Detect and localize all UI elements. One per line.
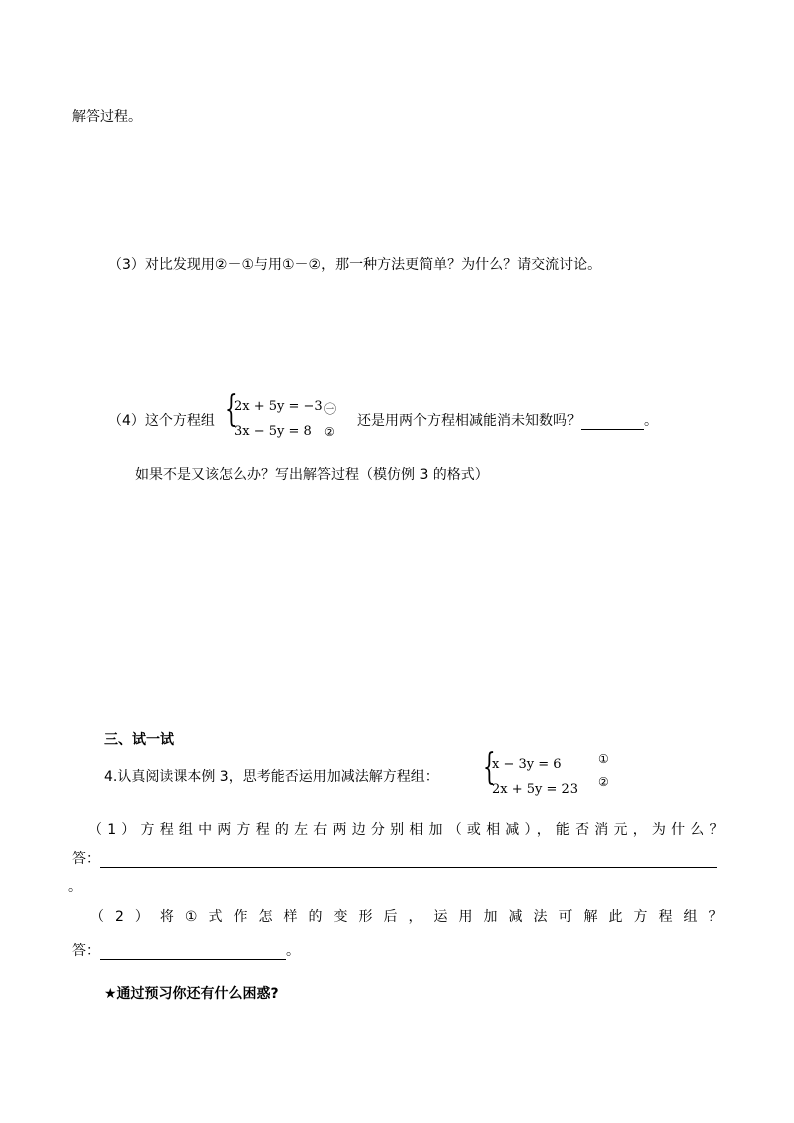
question-4-suffix-text: 还是用两个方程相减能消未知数吗？ [357,413,581,429]
equation-1-mark: ① [598,752,609,766]
question-3: （3）对比发现用②－①与用①－②，那一种方法更简单？为什么？请交流讨论。 [108,257,602,273]
question-4-followup: 如果不是又该怎么办？写出解答过程（模仿例 3 的格式） [135,467,489,483]
intro-tail-text: 解答过程。 [72,109,142,125]
answer-label: 答： [72,943,100,959]
answer-line-2 [72,940,300,960]
answer-line-1 [72,848,717,868]
question-4-prefix: （4）这个方程组 [108,413,215,429]
section-3-title: 三、试一试 [104,732,174,748]
answer-label: 答： [72,851,100,867]
equation-1: x − 3y = 6 [492,757,562,772]
equation-1: 2x + 5y = −3 [234,399,323,414]
equation-2: 2x + 5y = 23 [492,782,579,797]
answer-line-1-end: 。 [68,879,82,895]
left-brace: { [483,747,496,788]
question-4-suffix [357,410,658,430]
answer-blank-1[interactable] [100,853,717,868]
sub-question-2: （2）将①式作怎样的变形后，运用加减法可解此方程组？ [90,909,734,925]
equation-2: 3x − 5y = 8 [234,424,312,439]
item-4-prefix: 4.认真阅读课本例 3，思考能否运用加减法解方程组： [104,769,439,785]
equation-2-mark: ② [598,775,609,789]
confusion-prompt: ★通过预习你还有什么困惑? [104,986,279,1002]
answer-blank-2[interactable] [100,945,286,960]
equation-1-mark: ㊀ [324,402,337,416]
equation-2-mark: ② [324,425,335,439]
left-brace: { [225,389,238,430]
answer-line-2-end: 。 [286,943,300,959]
question-4-end: 。 [644,413,658,429]
answer-blank-q4[interactable] [581,415,644,430]
sub-question-1: （1）方程组中两方程的左右两边分别相加（或相减），能否消元，为什么？ [88,822,729,838]
